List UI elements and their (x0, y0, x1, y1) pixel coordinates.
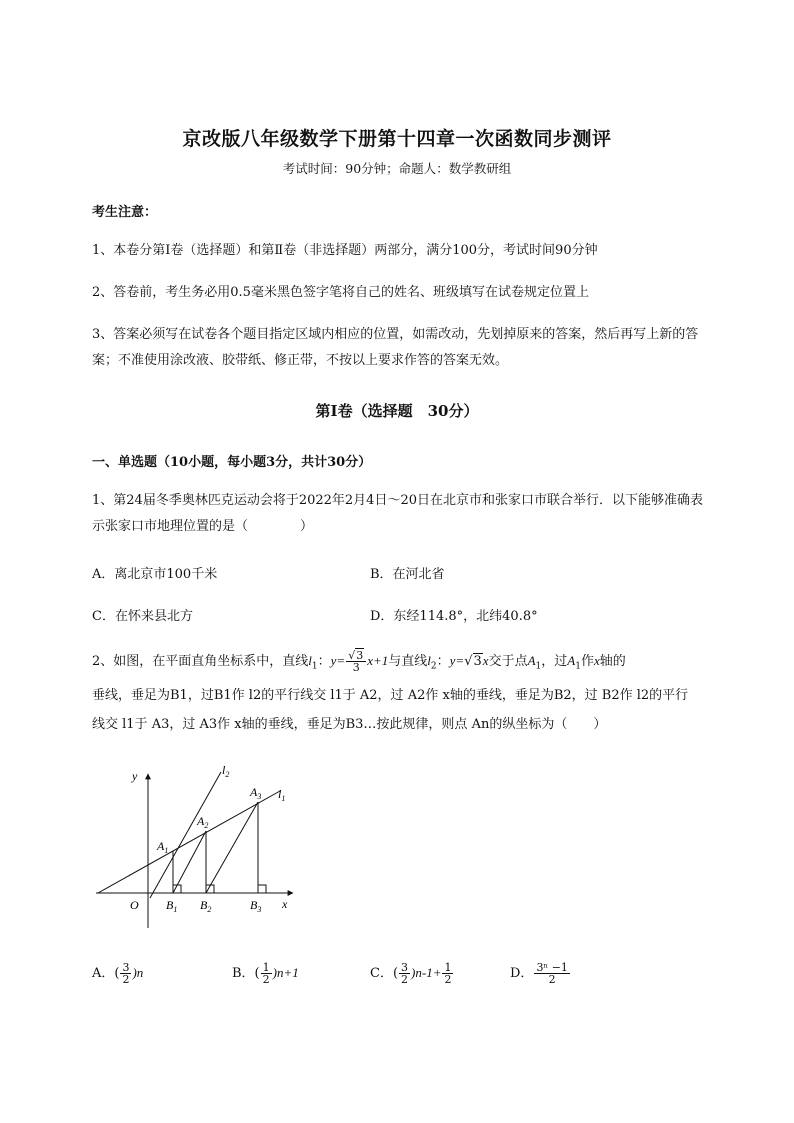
page-subtitle: 考试时间：90分钟；命题人：数学教研组 (282, 161, 512, 176)
notice-heading: 考生注意： (92, 205, 158, 220)
fraction-sqrt3-over-3: $\frac{√3}{3}$ (346, 650, 366, 673)
label-l2: $l_2$ (222, 763, 230, 779)
q1-option-c: C．在怀来县北方 (92, 609, 193, 624)
q1-option-b: B．在河北省 (370, 567, 445, 582)
part-heading: 一、单选题（10小题，每小题3分，共计30分） (92, 455, 372, 470)
page-title: 京改版八年级数学下册第十四章一次函数同步测评 (182, 128, 612, 150)
question-1-stem: 1、第24届冬季奥林匹克运动会将于2022年2月4日～20日在北京市和张家口市联合举行．以下能够准确表示张家口市地理位置的是（ ） (92, 493, 703, 534)
line-l1 (98, 791, 280, 893)
question-2-line-2: 垂线，垂足为B1，过B1作 l2的平行线交 l1于 A2，过 A2作 x轴的垂线，垂足为B2，过 B2作 l2的平行 (92, 688, 689, 703)
label-a1: $A_1$ (157, 839, 169, 855)
q1-option-d: D．东经114.8°，北纬40.8° (370, 609, 538, 624)
right-angle-b3 (258, 885, 266, 893)
question-2-line-3: 线交 l1于 A3，过 A3作 x轴的垂线，垂足为B3…按此规律，则点 An的纵坐标为（ ） (92, 717, 607, 732)
label-b2: $B_2$ (200, 898, 212, 914)
label-l1: $l_1$ (278, 787, 286, 803)
q1-option-a: A．离北京市100千米 (92, 567, 218, 582)
label-a2: $A_2$ (197, 814, 209, 830)
q2-option-d: D． $\frac{\text{3ⁿ −1}}{2}$ (510, 961, 568, 986)
label-y: y (132, 769, 138, 783)
label-o: O (130, 898, 139, 912)
parallel-b1-a2 (173, 831, 206, 893)
notice-item-1: 1、本卷分第I卷（选择题）和第Ⅱ卷（非选择题）两部分，满分100分，考试时间90分钟 (92, 243, 598, 258)
label-a3: $A_3$ (250, 785, 262, 801)
q2-option-c: C．( $\frac{3}{2}$ )n-1+ $\frac{1}{2}$ (370, 961, 452, 986)
question-2-line-1: 2、如图，在平面直角坐标系中，直线$l_1$：y= $\frac{√3}{3}$ x+1与直线$l_2$：y=√3x交于点$A_1$，过$A_1$作x轴的 (92, 649, 626, 674)
notice-item-3: 3、答案必须写在试卷各个题目指定区域内相应的位置，如需改动，先划掉原来的答案，然后再写上新的答案；不准使用涂改液、胶带纸、修正带，不按以上要求作答的答案无效。 (92, 327, 699, 368)
coordinate-figure (88, 758, 328, 938)
section-title: 第I卷（选择题 30分） (315, 402, 479, 420)
parallel-b2-a3 (206, 802, 258, 893)
q2-option-b: B．( $\frac{1}{2}$ )n+1 (232, 961, 299, 986)
q2-option-a: A．( $\frac{3}{2}$ )n (92, 961, 144, 986)
label-b1: $B_1$ (166, 898, 178, 914)
line-l2 (150, 772, 221, 898)
label-x: x (282, 897, 288, 911)
notice-item-2: 2、答卷前，考生务必用0.5毫米黑色签字笔将自己的姓名、班级填写在试卷规定位置上 (92, 285, 589, 300)
label-b3: $B_3$ (250, 898, 262, 914)
